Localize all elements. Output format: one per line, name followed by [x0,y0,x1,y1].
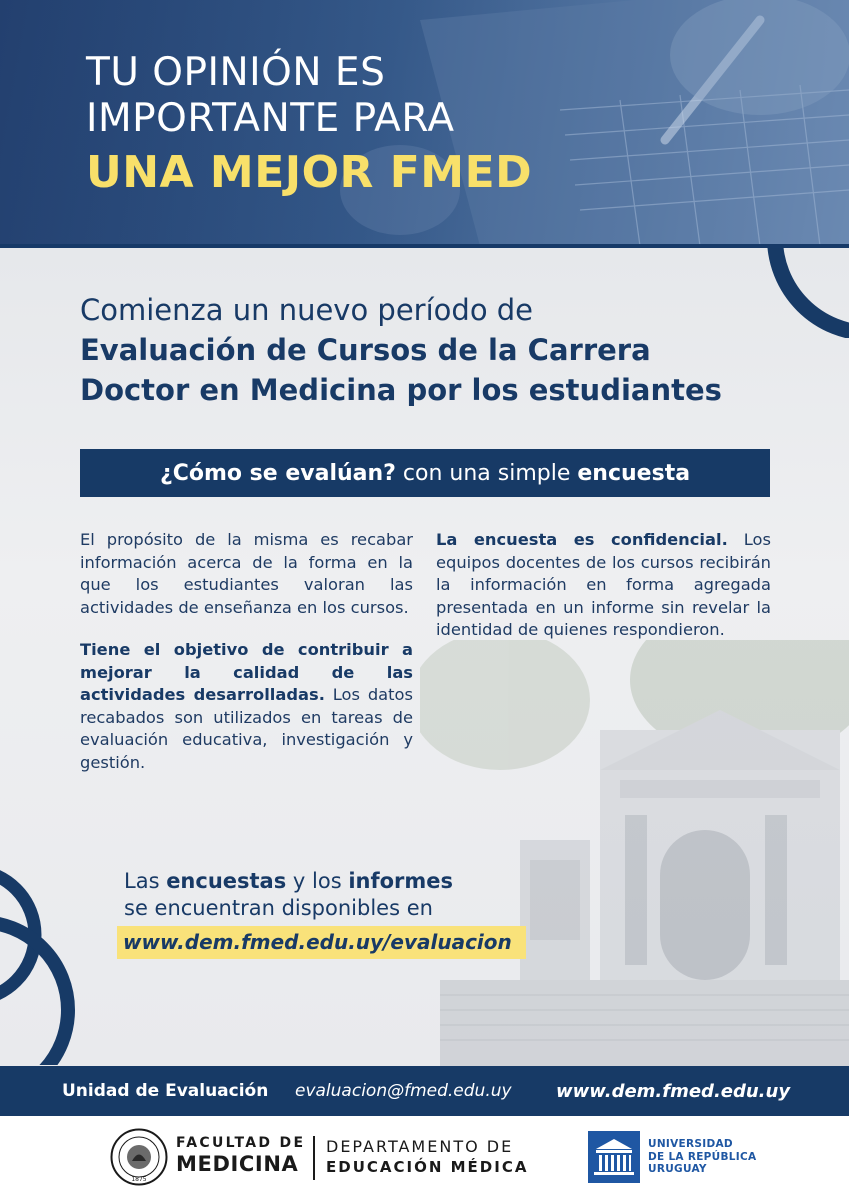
confidential-bold: La encuesta es confidencial. [436,530,728,549]
facultad-medicina-wordmark [176,1135,305,1177]
banner-middle: con una simple [395,460,578,486]
confidential-paragraph [436,529,771,642]
header-line-2: IMPORTANTE PARA [86,96,455,141]
left-column [80,529,413,794]
availability-line-1 [124,868,453,895]
banner-question: ¿Cómo se evalúan? [159,460,396,486]
header-banner [0,0,849,246]
udelar-line-1: UNIVERSIDAD [648,1138,733,1150]
banner-keyword: encuesta [577,460,691,486]
logo-divider [313,1136,315,1180]
intro-line-3: Doctor en Medicina por los estudiantes [80,373,722,407]
availability-text [124,868,453,922]
intro-line-2: Evaluación de Cursos de la Carrera [80,333,651,367]
evaluation-url-link[interactable]: www.dem.fmed.edu.uy/evaluacion [117,926,526,959]
availability-line-2: se encuentran disponibles en [124,896,433,920]
objective-rest: Los datos recabados son utilizados en tareas de evaluación educativa, investigación y gestión. [80,685,413,772]
faculty-building-image [420,640,849,1066]
footer-website-link[interactable]: www.dem.fmed.edu.uy [556,1080,791,1102]
availability-t2: y los [286,869,349,893]
objective-paragraph [80,639,413,774]
header-line-1: TU OPINIÓN ES [86,50,386,95]
footer-email-link[interactable]: evaluacion@fmed.edu.uy [295,1081,512,1101]
intro-heading [80,290,800,410]
footer-contact-bar [0,1066,849,1116]
udelar-line-3: URUGUAY [648,1163,707,1175]
header-highlight: UNA MEJOR FMED [86,147,533,198]
how-evaluated-banner [80,449,770,497]
dem-line-2: EDUCACIÓN MÉDICA [326,1158,529,1176]
availability-surveys: encuestas [166,869,287,893]
intro-line-1: Comienza un nuevo período de [80,293,534,327]
availability-reports: informes [348,869,454,893]
confidential-rest: Los equipos docentes de los cursos recibirán la información en forma agregada presentada en un informe sin revelar la identidad de quienes respondieron. [436,530,772,639]
header-title [86,50,532,202]
availability-t1: Las [124,869,167,893]
dem-wordmark [326,1137,528,1177]
dem-line-1: DEPARTAMENTO DE [326,1137,514,1156]
objective-bold: Tiene el objetivo de contribuir a mejorar la calidad de las actividades desarrolladas. [80,640,413,704]
footer-unit-name: Unidad de Evaluación [62,1081,269,1101]
fm-line-1: FACULTAD DE [176,1135,306,1151]
udelar-building-icon [588,1131,640,1183]
right-column [436,529,771,662]
facultad-medicina-seal-icon [110,1128,168,1186]
decorative-arcs-left [0,860,80,1065]
fm-line-2: MEDICINA [176,1152,299,1176]
udelar-wordmark [648,1138,756,1176]
purpose-paragraph: El propósito de la misma es recabar información acerca de la forma en la que los estudiantes valoran las actividades de enseñanza en los cursos. [80,530,413,617]
seal-year: 1875 [131,1176,147,1183]
udelar-line-2: DE LA REPÚBLICA [648,1150,757,1163]
